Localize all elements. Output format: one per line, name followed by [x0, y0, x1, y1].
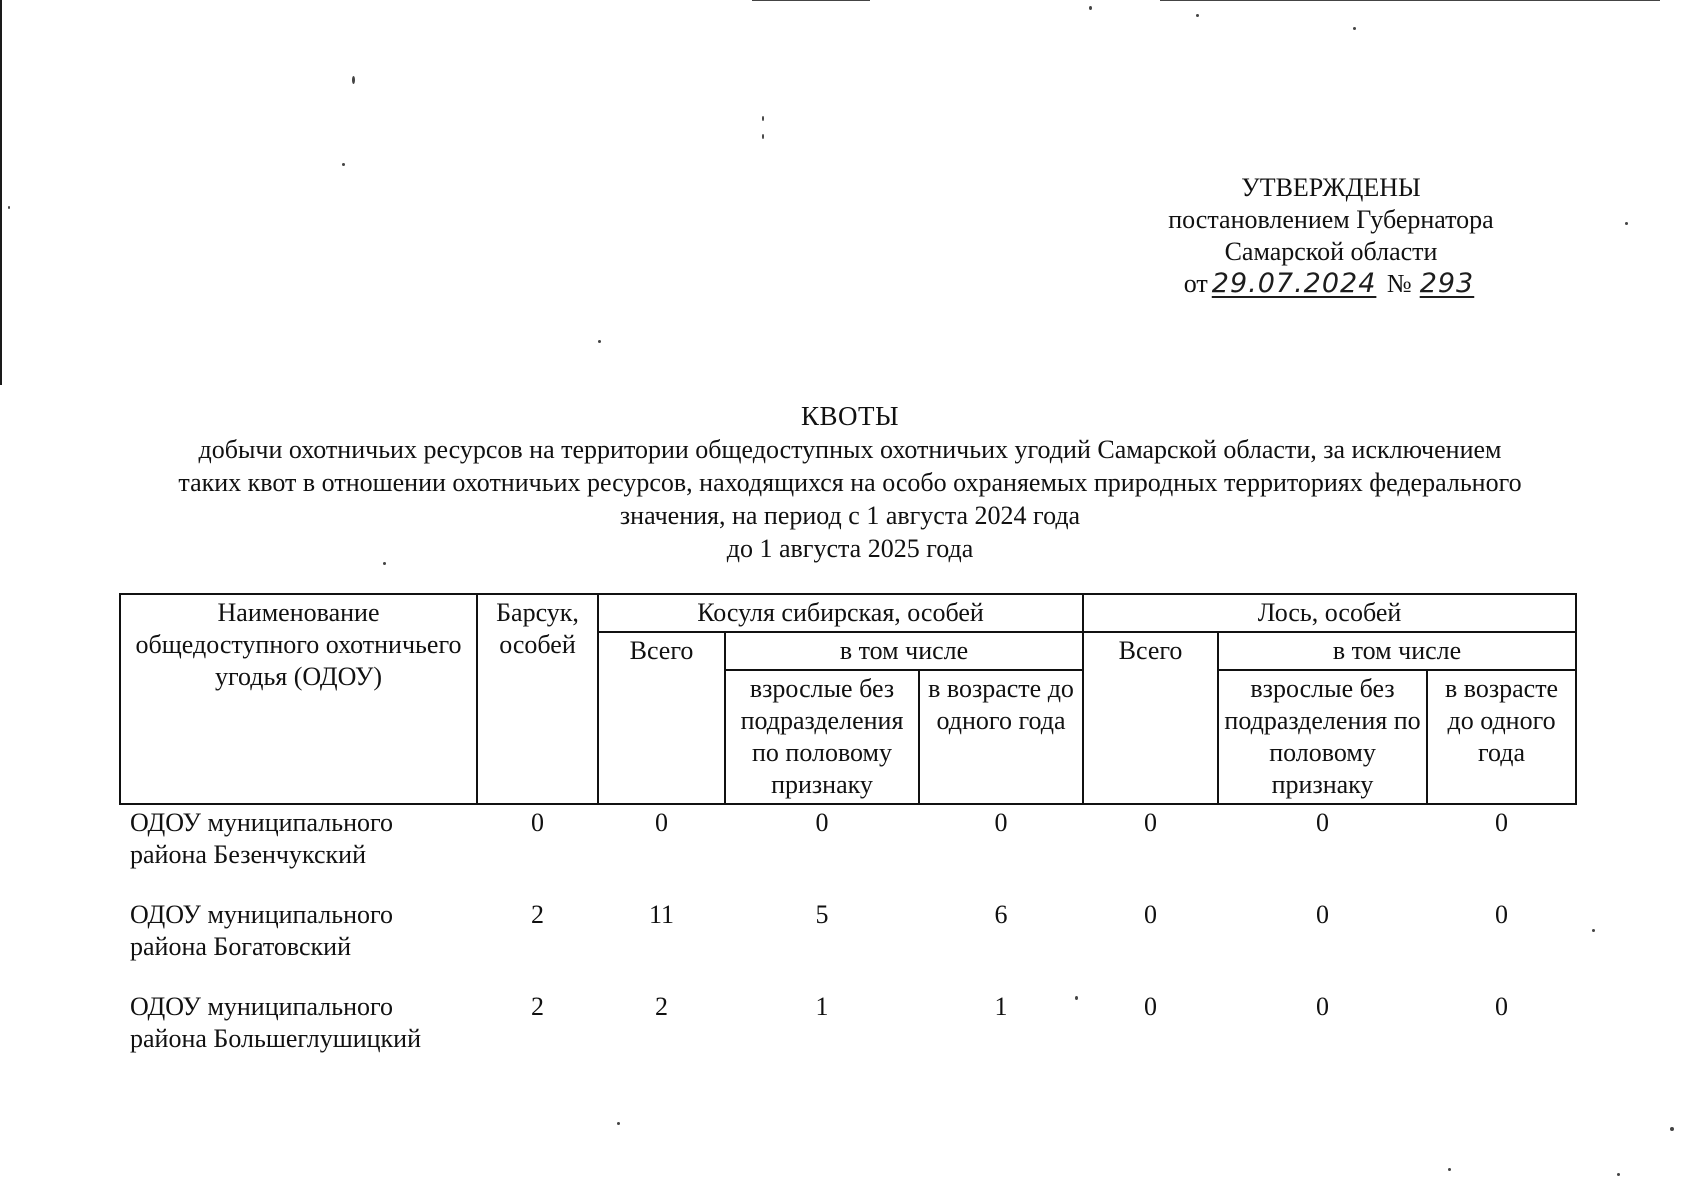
table-row: [120, 891, 1576, 983]
scan-speck: [1196, 14, 1199, 17]
row-name: ОДОУ муниципального района Богатовский: [130, 900, 393, 961]
scan-speck: [1448, 1168, 1451, 1171]
cell-roe-young: 6: [994, 900, 1008, 929]
scan-speck: [762, 116, 764, 121]
scan-edge: [1160, 0, 1660, 1]
quota-table: [119, 593, 1577, 1075]
row-name: ОДОУ муниципального района Большеглушицкий: [130, 992, 422, 1053]
title-line-3: значения, на период с 1 августа 2024 года: [619, 501, 1081, 530]
cell-roe-total: 11: [648, 900, 675, 929]
cell-moose-total: 0: [1144, 992, 1158, 1021]
cell-roe-adults: 5: [815, 900, 829, 929]
cell-moose-young: 0: [1495, 992, 1509, 1021]
header-roe-total: Всего: [598, 632, 725, 804]
scan-speck: [598, 340, 601, 343]
cell-badger: 2: [531, 992, 544, 1021]
scan-speck: [8, 206, 10, 209]
header-name: Наименование общедоступного охотничьего угодья (ОДОУ): [120, 594, 477, 804]
cell-roe-total: 0: [655, 808, 668, 837]
cell-badger: 2: [531, 900, 544, 929]
scan-speck: [617, 1122, 620, 1125]
cell-roe-young: 1: [994, 992, 1008, 1021]
scan-speck: [1592, 929, 1595, 932]
header-roe-under-one: в возрасте до одного года: [919, 670, 1083, 804]
cell-badger: 0: [531, 808, 544, 837]
row-name: ОДОУ муниципального района Безенчукский: [130, 808, 393, 869]
cell-moose-young: 0: [1495, 808, 1509, 837]
handwritten-date: 29.07.2024: [1211, 268, 1377, 299]
header-roe-adults: взрослые без подразделения по половому признаку: [725, 670, 919, 804]
scan-speck: [352, 76, 355, 84]
approval-region: Самарской области: [1224, 237, 1438, 266]
scan-speck: [1625, 222, 1628, 225]
header-roe-deer: Косуля сибирская, особей: [598, 594, 1083, 632]
approval-authority: постановлением Губернатора: [1168, 205, 1494, 234]
title-line-2: таких квот в отношении охотничьих ресурсов, находящихся на особо охраняемых природных территориях федерального: [178, 468, 1522, 497]
cell-roe-adults: 1: [815, 992, 829, 1021]
scan-speck: [1617, 1173, 1620, 1176]
handwritten-number: 293: [1419, 268, 1475, 299]
document-title: [95, 400, 1605, 565]
table-row: [120, 804, 1576, 891]
header-moose-including: в том числе: [1218, 632, 1576, 670]
scan-speck: [762, 134, 764, 139]
from-label: от: [1183, 269, 1208, 298]
header-moose-total: Всего: [1083, 632, 1218, 804]
cell-moose-adults: 0: [1316, 808, 1330, 837]
scan-edge: [0, 0, 2, 385]
header-moose-under-one: в возрасте до одного года: [1427, 670, 1576, 804]
cell-moose-total: 0: [1144, 900, 1158, 929]
header-roe-including: в том числе: [725, 632, 1083, 670]
table-row: [120, 983, 1576, 1075]
cell-moose-young: 0: [1495, 900, 1509, 929]
cell-moose-total: 0: [1144, 808, 1158, 837]
approval-stamp-block: [1100, 172, 1562, 300]
approval-date-number-line: [1100, 268, 1562, 300]
header-badger: Барсук, особей: [477, 594, 598, 804]
cell-roe-adults: 0: [815, 808, 829, 837]
header-moose: Лось, особей: [1083, 594, 1576, 632]
cell-moose-adults: 0: [1316, 992, 1330, 1021]
scan-edge: [752, 0, 870, 1]
scan-speck: [342, 163, 345, 166]
header-moose-adults: взрослые без подразделения по половому признаку: [1218, 670, 1427, 804]
scan-speck: [1353, 27, 1356, 30]
cell-moose-adults: 0: [1316, 900, 1330, 929]
title-line-4: до 1 августа 2025 года: [726, 534, 974, 563]
number-label: №: [1386, 269, 1412, 298]
cell-roe-total: 2: [655, 992, 668, 1021]
cell-roe-young: 0: [994, 808, 1008, 837]
approval-heading: УТВЕРЖДЕНЫ: [1241, 173, 1421, 202]
title-line-1: добычи охотничьих ресурсов на территории общедоступных охотничьих угодий Самарской области, за исключением: [198, 435, 1502, 464]
scan-speck: [1670, 1127, 1674, 1131]
title-heading: КВОТЫ: [800, 401, 900, 431]
scan-speck: [1089, 6, 1092, 10]
